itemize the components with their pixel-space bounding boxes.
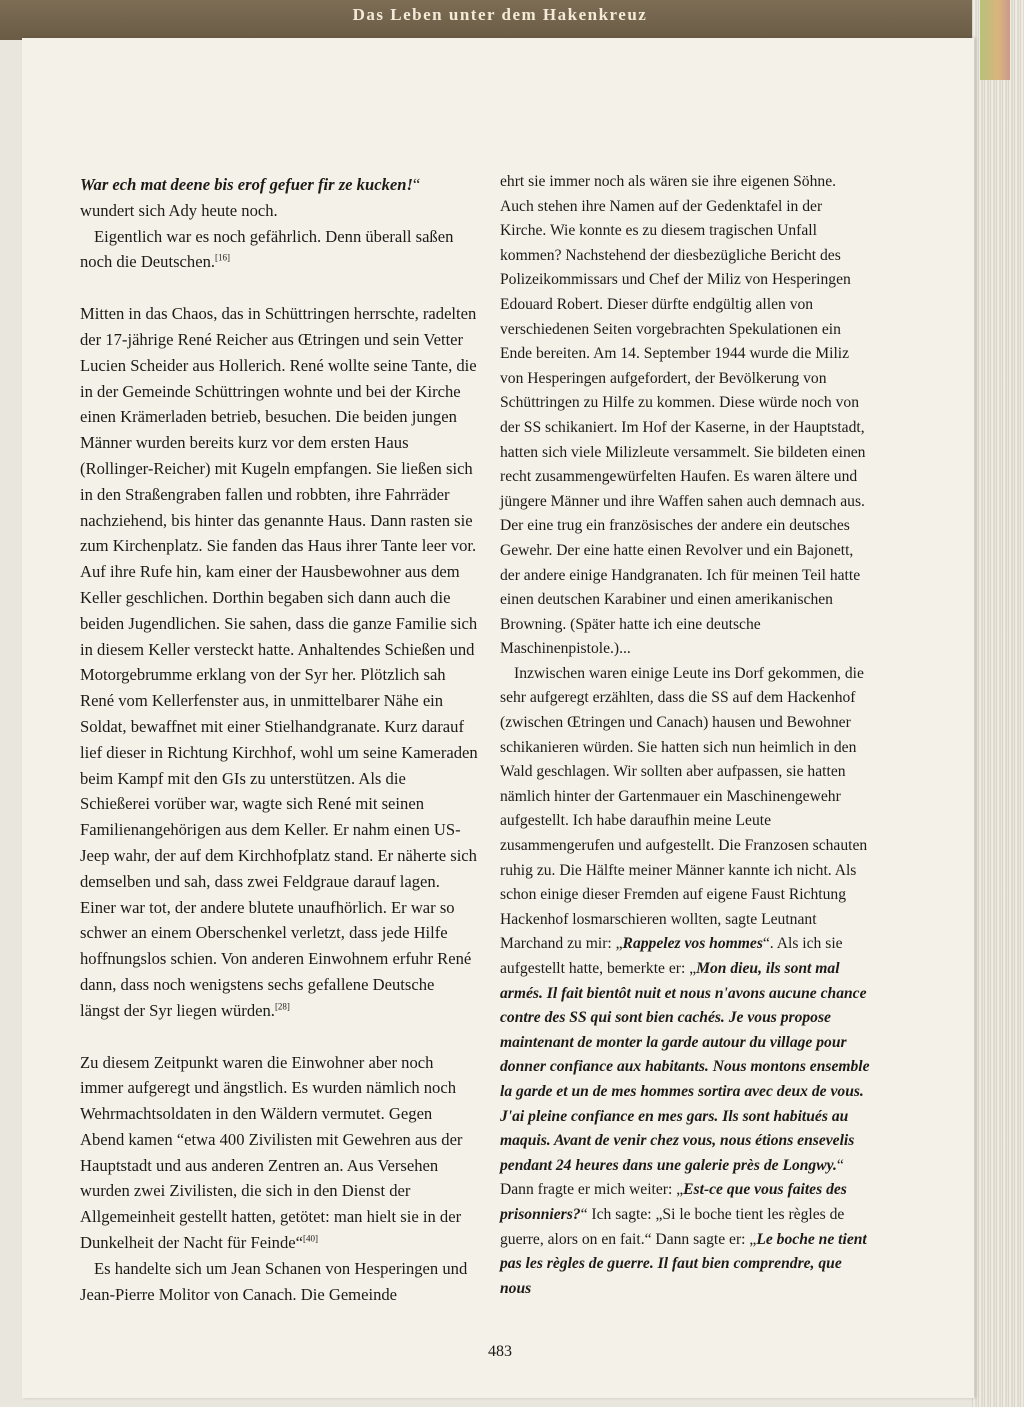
paragraph-1-text: Eigentlich war es noch gefährlich. Denn überall saßen noch die Deutschen. xyxy=(80,226,454,272)
right-p2-french-3: Est-ce que vous faites des prisonniers? xyxy=(500,1181,847,1223)
paragraph-3-text: Zu diesem Zeitpunkt waren die Einwohner aber noch immer aufgeregt und ängstlich. Es wurden nämlich noch Wehrmachtsoldaten in den Wäldern vermutet. Gegen Abend kamen “etwa 400 Zivilisten mit Gewehren aus der Hauptstadt und aus anderen Zentren an. Aus Versehen wurden zwei Zivilisten, die sich in den Dienst der Allgemeinheit gestellt hatten, getötet: man hielt sie in der Dunkelheit der Nacht für Feinde“ xyxy=(80,1052,463,1253)
footnote-ref-16: [16] xyxy=(215,252,231,263)
color-tab-strip xyxy=(980,0,1010,80)
right-p2-text-b: “. Als ich sie aufgestellt hatte, bemerkte er: „ xyxy=(500,935,843,977)
right-p2-french-1: Rappelez vos hommes xyxy=(622,935,763,953)
footnote-ref-40: [40] xyxy=(303,1233,319,1244)
right-column xyxy=(500,170,870,1301)
running-head: Das Leben unter dem Hakenkreuz xyxy=(352,5,648,24)
quote-italic: War ech mat deene bis erof gefuer fir ze kucken! xyxy=(80,175,413,194)
right-paragraph-1: ehrt sie immer noch als wären sie ihre eigenen Söhne. Auch stehen ihre Namen auf der Gedenktafel in der Kirche. Wie konnte es zu diesem tragischen Unfall kommen? Nachstehend der diesbezügliche Bericht des Polizeikommissars und Chef der Miliz von Hesperingen Edouard Robert. Dieser dürfte endgültig allen von verschiedenen Seiten vorgebrachten Spekulationen ein Ende bereiten. Am 14. September 1944 wurde die Miliz von Hesperingen aufgefordert, der Bevölkerung von Schüttringen zu Hilfe zu kommen. Diese würde noch von der SS schikaniert. Im Hof der Kaserne, in der Hauptstadt, hatten sich viele Milizleute versammelt. Sie bildeten einen recht zusammengewürfelten Haufen. Es waren ältere und jüngere Männer und ihre Waffen sahen auch demnach aus. Der eine trug ein französisches der andere ein deutsches Gewehr. Der eine hatte einen Revolver und ein Bajonett, der andere einige Handgranaten. Ich für meinen Teil hatte einen deutschen Karabiner und einen amerikanischen Browning. (Später hatte ich eine deutsche Maschinenpistole.)... xyxy=(500,173,866,658)
paragraph-2-text: Mitten in das Chaos, das in Schüttringen herrschte, radelten der 17-jährige René Reicher aus Œtringen und sein Vetter Lucien Scheider aus Hollerich. René wollte seine Tante, die in der Gemeinde Schüttringen wohnte und bei der Kirche einen Krämerladen betrieb, besuchen. Die beiden jungen Männer wurden bereits kurz vor dem ersten Haus (Rollinger-Reicher) mit Kugeln empfangen. Sie ließen sich in den Straßengraben fallen und robbten, ihre Fahrräder nachziehend, bis hinter das genannte Haus. Dann rasten sie zum Kirchenplatz. Sie fanden das Haus ihrer Tante leer vor. Auf ihre Rufe hin, kam einer der Hausbewohner aus dem Keller geschlichen. Dorthin begaben sich dann auch die beiden Jugendlichen. Sie sahen, dass die ganze Familie sich in diesem Keller versteckt hatte. Anhaltendes Schießen und Motorgebrumme erklang von der Syr her. Plötzlich sah René vom Kellerfenster aus, in unmittelbarer Nähe ein Soldat, bewaffnet mit einer Stielhandgranate. Kurz darauf lief dieser in Richtung Kirchhof, wohl um seine Kameraden beim Kampf mit den GIs zu unterstützen. Als die Schießerei vorüber war, wagte sich René mit seinen Familienangehörigen aus dem Keller. Er nahm einen US-Jeep wahr, der auf dem Kirchhofplatz stand. Er näherte sich demselben und sah, dass zwei Feldgraue darauf lagen. Einer war tot, der andere blutete unaufhörlich. Er war so schwer an einem Oberschenkel verletzt, dass jede Hilfe hoffnungslos schien. Von anderen Einwohnem erfuhr René dann, dass noch wenigstens sechs gefallene Deutsche längst der Syr liegen würden. xyxy=(80,304,478,1020)
section-gap xyxy=(80,275,478,301)
right-p2-french-2: Mon dieu, ils sont mal armés. Il fait bientôt nuit et nous n'avons aucune chance contre des SS qui sont bien cachés. Je vous propose maintenant de monter la garde autour du village pour donner confiance aux habitants. Nous montons ensemble la garde et un de mes hommes sortira avec deux de vous. J'ai pleine confiance en mes gars. Ils sont habitués au maquis. Avant de venir chez vous, nous étions ensevelis pendant 24 heures dans une galerie près de Longwy. xyxy=(500,960,870,1174)
right-paragraph-2 xyxy=(500,662,870,1301)
right-p2-french-4: Le boche ne tient pas les règles de guerre. Il faut bien comprendre, que nous xyxy=(500,1230,867,1297)
page-edges xyxy=(972,0,1024,1407)
section-gap xyxy=(80,1024,478,1050)
paragraph-1 xyxy=(80,224,478,276)
quote-tail: “ wundert sich Ady heute noch. xyxy=(80,175,421,220)
paragraph-2 xyxy=(80,301,478,1023)
quote-paragraph xyxy=(80,172,478,224)
page-number: 483 xyxy=(488,1343,512,1360)
paragraph-3 xyxy=(80,1050,478,1256)
right-p2-text-a: Inzwischen waren einige Leute ins Dorf gekommen, die sehr aufgeregt erzählten, dass die SS auf dem Hackenhof (zwischen Œtringen und Canach) hausen und Bewohner schikanieren würden. Sie hatten sich nun heimlich in den Wald geschlagen. Wir sollten aber aufpassen, sie hatten nämlich hinter der Gartenmauer ein Maschinengewehr aufgestellt. Ich habe daraufhin meine Leute zusammengerufen und aufgestellt. Die Franzosen schauten ruhig zu. Die Hälfte meiner Männer kannte ich nicht. Als schon einige dieser Fremden auf eigene Faust Richtung Hackenhof losmarschieren wollten, sagte Leutnant Marchand zu mir: „ xyxy=(500,664,868,953)
right-p2-text-c: “ Dann fragte er mich weiter: „ xyxy=(500,1156,844,1199)
footnote-ref-28: [28] xyxy=(274,1001,290,1012)
left-column xyxy=(80,172,478,1307)
right-p2-text-d: “ Ich sagte: „Si le boche tient les règles de guerre, alors on en fait.“ Dann sagte er: „ xyxy=(500,1205,845,1248)
paragraph-4: Es handelte sich um Jean Schanen von Hesperingen und Jean-Pierre Molitor von Canach. Die Gemeinde xyxy=(80,1258,468,1304)
